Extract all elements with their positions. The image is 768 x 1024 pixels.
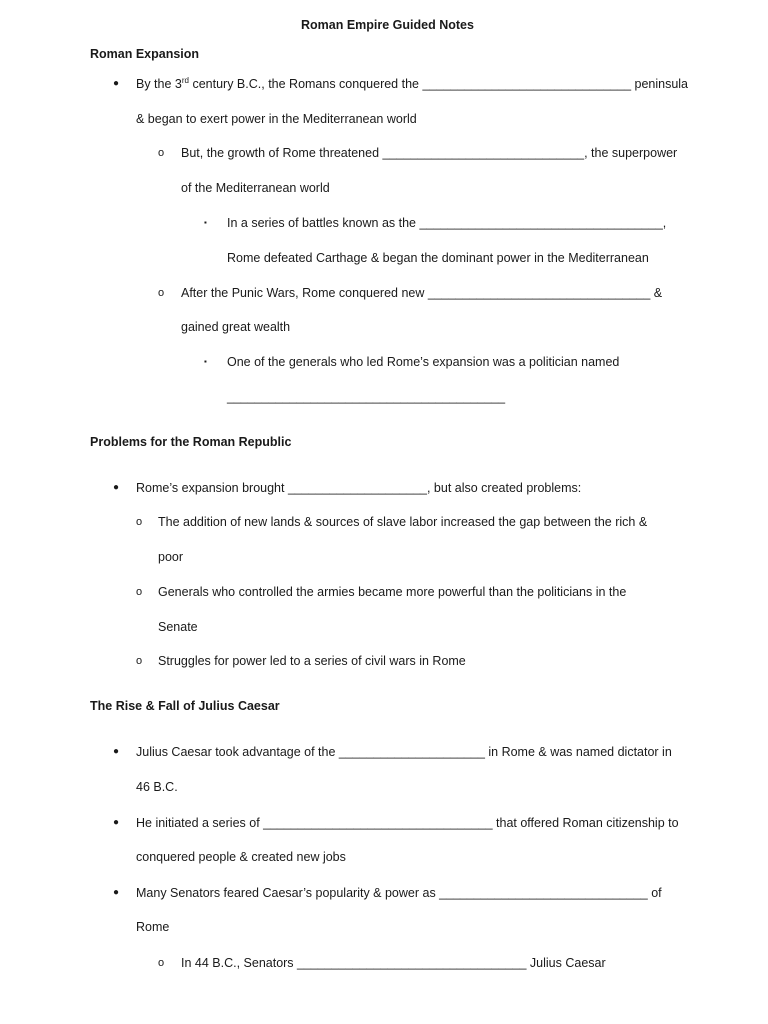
note-line: conquered people & created new jobs [136,850,346,864]
note-line: Generals who controlled the armies became more powerful than the politicians in the [158,585,627,599]
note-line: The addition of new lands & sources of slave labor increased the gap between the rich & [158,515,648,529]
bullet-level1: ● [113,887,120,898]
answer-blank: ________________________________________ [227,390,506,404]
note-line: & began to exert power in the Mediterranean world [136,112,417,126]
note-line: gained great wealth [181,320,291,334]
section-heading-problems: Problems for the Roman Republic [90,435,292,449]
note-line: By the 3rd century B.C., the Romans conquered the ______________________________ peninsula [136,75,689,91]
note-line: Senate [158,620,198,634]
note-line: of the Mediterranean world [181,181,330,195]
note-line: He initiated a series of _________________________________ that offered Roman citizenship to [136,816,679,830]
note-line: poor [158,550,184,564]
bullet-level2: o [136,655,143,667]
note-line: Struggles for power led to a series of civil wars in Rome [158,654,466,668]
bullet-level3: ▪ [204,218,207,227]
bullet-level1: ● [113,78,120,89]
note-line: In 44 B.C., Senators _________________________________ Julius Caesar [181,956,606,970]
note-line: Rome [136,920,170,934]
note-line: Rome defeated Carthage & began the dominant power in the Mediterranean [227,251,649,265]
bullet-level1: ● [113,817,120,828]
note-line: Julius Caesar took advantage of the _____________________ in Rome & was named dictator in [136,745,672,759]
note-line: In a series of battles known as the ___________________________________, [227,216,667,230]
section-heading-roman-expansion: Roman Expansion [90,47,200,61]
note-line: After the Punic Wars, Rome conquered new ________________________________ & [181,286,663,300]
bullet-level2: o [158,287,165,299]
note-line: Many Senators feared Caesar’s popularity & power as ______________________________ of [136,886,662,900]
section-heading-julius-caesar: The Rise & Fall of Julius Caesar [90,699,280,713]
note-line: 46 B.C. [136,780,178,794]
bullet-level2: o [158,957,165,969]
bullet-level1: ● [113,482,120,493]
note-line: One of the generals who led Rome’s expansion was a politician named [227,355,620,369]
page-title: Roman Empire Guided Notes [301,18,474,32]
bullet-level2: o [136,516,143,528]
bullet-level2: o [136,586,143,598]
bullet-level2: o [158,147,165,159]
bullet-level1: ● [113,746,120,757]
note-line: But, the growth of Rome threatened _____________________________, the superpower [181,146,678,160]
bullet-level3: ▪ [204,357,207,366]
note-line: Rome’s expansion brought ____________________, but also created problems: [136,481,582,495]
